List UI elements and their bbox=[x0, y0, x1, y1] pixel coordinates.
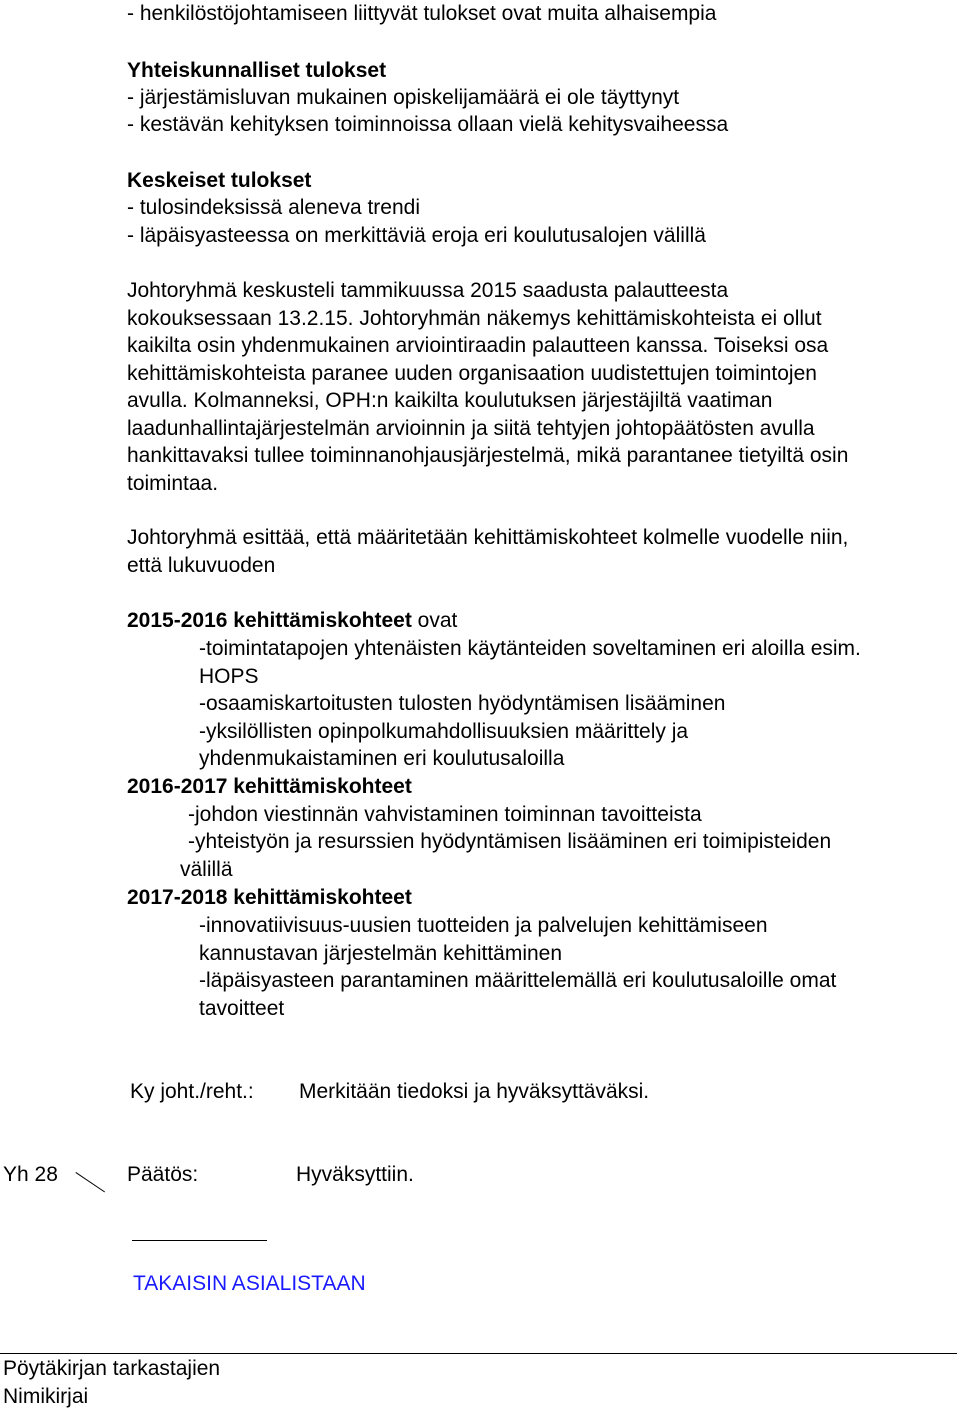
paragraph-line: että lukuvuoden bbox=[127, 554, 276, 577]
paragraph-line: laadunhallintajärjestelmän arvioinnin ja siitä tehtyjen johtopäätösten avulla bbox=[127, 417, 815, 440]
list-item: - kestävän kehityksen toiminnoissa ollaan vielä kehitysvaiheessa bbox=[127, 113, 729, 136]
footer-line: Nimikirjai bbox=[3, 1385, 89, 1408]
paragraph-line: kaikilta osin yhdenmukainen arviointiraadin palautteen kanssa. Toiseksi osa bbox=[127, 334, 829, 357]
list-item: -innovatiivisuus-uusien tuotteiden ja palvelujen kehittämiseen bbox=[199, 914, 768, 937]
footer-line: Pöytäkirjan tarkastajien bbox=[3, 1357, 221, 1380]
paragraph-line: toimintaa. bbox=[127, 472, 219, 495]
paragraph-line: Johtoryhmä esittää, että määritetään kehittämiskohteet kolmelle vuodelle niin, bbox=[127, 526, 849, 549]
list-item: välillä bbox=[180, 858, 233, 881]
list-item: -läpäisyasteen parantaminen määrittelemällä eri koulutusaloille omat bbox=[199, 969, 837, 992]
period-heading-rest: ovat bbox=[411, 609, 458, 632]
decision-separator-mark bbox=[75, 1172, 105, 1192]
list-item: -johdon viestinnän vahvistaminen toiminnan tavoitteista bbox=[188, 803, 702, 826]
period-heading-2015-2016 bbox=[127, 607, 457, 635]
list-item: -yhteistyön ja resurssien hyödyntämisen lisääminen eri toimipisteiden bbox=[188, 830, 832, 853]
period-heading-2017-2018: 2017-2018 kehittämiskohteet bbox=[127, 886, 412, 909]
section-heading-keskeiset: Keskeiset tulokset bbox=[127, 169, 312, 192]
back-to-agenda-link[interactable]: TAKAISIN ASIALISTAAN bbox=[133, 1272, 366, 1295]
proposal-label: Ky joht./reht.: bbox=[130, 1080, 254, 1103]
list-item: - tulosindeksissä aleneva trendi bbox=[127, 196, 420, 219]
period-heading-bold: 2015-2016 kehittämiskohteet bbox=[127, 609, 412, 632]
paragraph-line: avulla. Kolmanneksi, OPH:n kaikilta koulutuksen järjestäjiltä vaatiman bbox=[127, 389, 773, 412]
decision-number: Yh 28 bbox=[3, 1163, 58, 1186]
paragraph-line: hankittavaksi tullee toiminnanohjausjärjestelmä, mikä parantanee tietyiltä osin bbox=[127, 444, 849, 467]
paragraph-line: kokouksessaan 13.2.15. Johtoryhmän näkemys kehittämiskohteista ei ollut bbox=[127, 307, 822, 330]
paragraph-line: kehittämiskohteista paranee uuden organisaation uudistettujen toimintojen bbox=[127, 362, 817, 385]
proposal-text: Merkitään tiedoksi ja hyväksyttäväksi. bbox=[299, 1080, 650, 1103]
section-heading-yhteiskunnalliset: Yhteiskunnalliset tulokset bbox=[127, 59, 387, 82]
period-heading-2016-2017: 2016-2017 kehittämiskohteet bbox=[127, 775, 412, 798]
list-item: yhdenmukaistaminen eri koulutusaloilla bbox=[199, 747, 565, 770]
footer-divider bbox=[0, 1353, 957, 1354]
decision-label: Päätös: bbox=[127, 1163, 199, 1186]
paragraph-line: Johtoryhmä keskusteli tammikuussa 2015 saadusta palautteesta bbox=[127, 279, 729, 302]
list-item: - läpäisyasteessa on merkittäviä eroja eri koulutusalojen välillä bbox=[127, 224, 706, 247]
list-item: - järjestämisluvan mukainen opiskelijamäärä ei ole täyttynyt bbox=[127, 86, 680, 109]
decision-text: Hyväksyttiin. bbox=[296, 1163, 414, 1186]
list-item: -osaamiskartoitusten tulosten hyödyntämisen lisääminen bbox=[199, 692, 726, 715]
list-item: -yksilöllisten opinpolkumahdollisuuksien määrittely ja bbox=[199, 720, 689, 743]
list-item: kannustavan järjestelmän kehittäminen bbox=[199, 942, 563, 965]
intro-line: - henkilöstöjohtamiseen liittyvät tulokset ovat muita alhaisempia bbox=[127, 2, 717, 25]
list-item: HOPS bbox=[199, 665, 259, 688]
short-divider bbox=[132, 1240, 267, 1241]
list-item: -toimintatapojen yhtenäisten käytänteiden soveltaminen eri aloilla esim. bbox=[199, 637, 861, 660]
list-item: tavoitteet bbox=[199, 997, 285, 1020]
